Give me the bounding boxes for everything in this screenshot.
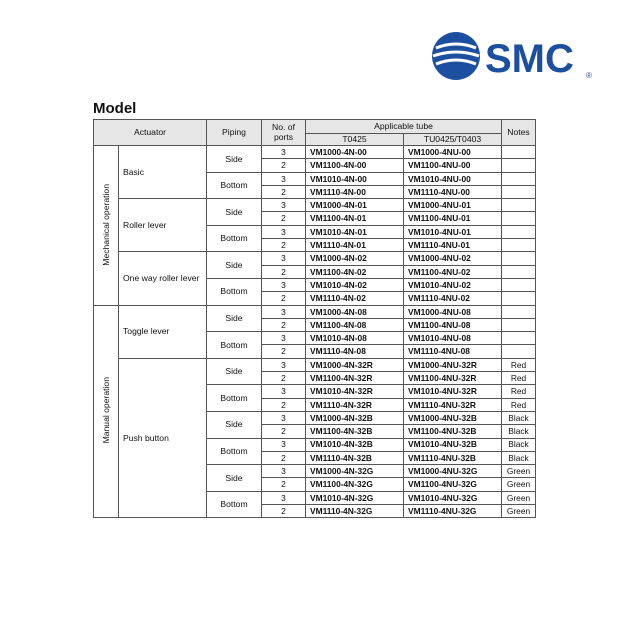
header-tube-tu0425: TU0425/T0403: [404, 134, 502, 146]
logo-text: SMC: [485, 37, 574, 81]
header-ports: No. of ports: [262, 120, 306, 146]
ports-cell: 2: [262, 451, 306, 464]
piping-cell: Bottom: [207, 332, 262, 359]
part-number-t0425: VM1010-4N-32B: [306, 438, 404, 451]
piping-cell: Bottom: [207, 438, 262, 465]
notes-cell: Black: [502, 425, 536, 438]
piping-cell: Bottom: [207, 491, 262, 518]
notes-cell: [502, 305, 536, 318]
piping-cell: Side: [207, 358, 262, 385]
notes-cell: Red: [502, 372, 536, 385]
notes-cell: [502, 159, 536, 172]
part-number-t0425: VM1000-4N-08: [306, 305, 404, 318]
part-number-t0425: VM1010-4N-32R: [306, 385, 404, 398]
notes-cell: [502, 278, 536, 291]
ports-cell: 2: [262, 398, 306, 411]
notes-cell: Green: [502, 465, 536, 478]
part-number-tu0425: VM1010-4NU-32B: [404, 438, 502, 451]
table-row: [94, 146, 536, 159]
notes-cell: Black: [502, 411, 536, 424]
part-number-tu0425: VM1100-4NU-01: [404, 212, 502, 225]
operation-group-text: Manual operation: [100, 377, 111, 444]
ports-cell: 3: [262, 225, 306, 238]
part-number-tu0425: VM1010-4NU-00: [404, 172, 502, 185]
notes-cell: [502, 345, 536, 358]
piping-cell: Side: [207, 252, 262, 279]
piping-cell: Bottom: [207, 225, 262, 252]
part-number-t0425: VM1010-4N-00: [306, 172, 404, 185]
ports-cell: 2: [262, 239, 306, 252]
part-number-tu0425: VM1100-4NU-32B: [404, 425, 502, 438]
piping-cell: Side: [207, 305, 262, 332]
table-row: [94, 199, 536, 212]
ports-cell: 2: [262, 212, 306, 225]
actuator-cell: One way roller lever: [119, 252, 207, 305]
operation-group-label: [94, 146, 119, 306]
notes-cell: Black: [502, 438, 536, 451]
notes-cell: [502, 265, 536, 278]
part-number-t0425: VM1110-4N-32G: [306, 505, 404, 518]
part-number-t0425: VM1100-4N-02: [306, 265, 404, 278]
part-number-t0425: VM1000-4N-01: [306, 199, 404, 212]
part-number-tu0425: VM1000-4NU-32G: [404, 465, 502, 478]
piping-cell: Side: [207, 411, 262, 438]
ports-cell: 3: [262, 332, 306, 345]
smc-logo: [430, 28, 600, 88]
part-number-tu0425: VM1110-4NU-32G: [404, 505, 502, 518]
part-number-t0425: VM1110-4N-32R: [306, 398, 404, 411]
ports-cell: 3: [262, 199, 306, 212]
part-number-tu0425: VM1010-4NU-32R: [404, 385, 502, 398]
piping-cell: Side: [207, 146, 262, 173]
ports-cell: 2: [262, 505, 306, 518]
part-number-tu0425: VM1010-4NU-32G: [404, 491, 502, 504]
header-applicable-tube: Applicable tube: [306, 120, 502, 134]
ports-cell: 2: [262, 345, 306, 358]
part-number-tu0425: VM1000-4NU-02: [404, 252, 502, 265]
notes-cell: [502, 212, 536, 225]
ports-cell: 3: [262, 438, 306, 451]
part-number-t0425: VM1100-4N-08: [306, 318, 404, 331]
part-number-tu0425: VM1110-4NU-08: [404, 345, 502, 358]
part-number-t0425: VM1110-4N-01: [306, 239, 404, 252]
part-number-tu0425: VM1110-4NU-32B: [404, 451, 502, 464]
actuator-cell: Toggle lever: [119, 305, 207, 358]
notes-cell: [502, 199, 536, 212]
notes-cell: Red: [502, 358, 536, 371]
ports-cell: 3: [262, 491, 306, 504]
ports-cell: 3: [262, 411, 306, 424]
ports-cell: 3: [262, 358, 306, 371]
ports-cell: 3: [262, 172, 306, 185]
ports-cell: 2: [262, 425, 306, 438]
notes-cell: [502, 172, 536, 185]
notes-cell: Green: [502, 491, 536, 504]
piping-cell: Bottom: [207, 172, 262, 199]
ports-cell: 3: [262, 252, 306, 265]
section-title: Model: [93, 100, 137, 117]
ports-cell: 2: [262, 318, 306, 331]
part-number-t0425: VM1100-4N-32R: [306, 372, 404, 385]
part-number-tu0425: VM1010-4NU-01: [404, 225, 502, 238]
header-piping: Piping: [207, 120, 262, 146]
part-number-t0425: VM1000-4N-02: [306, 252, 404, 265]
model-table: [93, 119, 536, 518]
ports-cell: 2: [262, 292, 306, 305]
operation-group-label: [94, 305, 119, 518]
actuator-cell: Push button: [119, 358, 207, 518]
ports-cell: 2: [262, 265, 306, 278]
part-number-t0425: VM1100-4N-00: [306, 159, 404, 172]
ports-cell: 2: [262, 159, 306, 172]
part-number-tu0425: VM1110-4NU-02: [404, 292, 502, 305]
ports-cell: 3: [262, 385, 306, 398]
part-number-t0425: VM1000-4N-32R: [306, 358, 404, 371]
ports-cell: 3: [262, 465, 306, 478]
header-notes: Notes: [502, 120, 536, 146]
part-number-t0425: VM1000-4N-00: [306, 146, 404, 159]
part-number-tu0425: VM1100-4NU-00: [404, 159, 502, 172]
notes-cell: Black: [502, 451, 536, 464]
operation-group-text: Mechanical operation: [100, 183, 111, 266]
notes-cell: Green: [502, 505, 536, 518]
ports-cell: 3: [262, 146, 306, 159]
notes-cell: [502, 146, 536, 159]
registered-mark: ®: [586, 71, 592, 80]
table-row: [94, 358, 536, 371]
ports-cell: 2: [262, 185, 306, 198]
notes-cell: [502, 252, 536, 265]
piping-cell: Side: [207, 199, 262, 226]
part-number-tu0425: VM1100-4NU-02: [404, 265, 502, 278]
ports-cell: 3: [262, 305, 306, 318]
notes-cell: [502, 239, 536, 252]
actuator-cell: Roller lever: [119, 199, 207, 252]
part-number-t0425: VM1010-4N-32G: [306, 491, 404, 504]
notes-cell: [502, 185, 536, 198]
header-actuator: Actuator: [94, 120, 207, 146]
notes-cell: Red: [502, 385, 536, 398]
notes-cell: Red: [502, 398, 536, 411]
part-number-t0425: VM1010-4N-02: [306, 278, 404, 291]
part-number-t0425: VM1110-4N-32B: [306, 451, 404, 464]
piping-cell: Bottom: [207, 385, 262, 412]
notes-cell: Green: [502, 478, 536, 491]
part-number-tu0425: VM1110-4NU-32R: [404, 398, 502, 411]
smc-logo-graphic: [430, 28, 600, 88]
part-number-t0425: VM1010-4N-08: [306, 332, 404, 345]
part-number-tu0425: VM1100-4NU-08: [404, 318, 502, 331]
part-number-tu0425: VM1000-4NU-00: [404, 146, 502, 159]
part-number-t0425: VM1000-4N-32B: [306, 411, 404, 424]
part-number-tu0425: VM1010-4NU-08: [404, 332, 502, 345]
ports-cell: 2: [262, 372, 306, 385]
part-number-t0425: VM1010-4N-01: [306, 225, 404, 238]
piping-cell: Side: [207, 465, 262, 492]
part-number-tu0425: VM1100-4NU-32G: [404, 478, 502, 491]
part-number-tu0425: VM1100-4NU-32R: [404, 372, 502, 385]
ports-cell: 3: [262, 278, 306, 291]
piping-cell: Bottom: [207, 278, 262, 305]
notes-cell: [502, 225, 536, 238]
part-number-t0425: VM1000-4N-32G: [306, 465, 404, 478]
part-number-t0425: VM1100-4N-01: [306, 212, 404, 225]
notes-cell: [502, 292, 536, 305]
part-number-tu0425: VM1000-4NU-08: [404, 305, 502, 318]
actuator-cell: Basic: [119, 146, 207, 199]
part-number-t0425: VM1110-4N-08: [306, 345, 404, 358]
part-number-tu0425: VM1000-4NU-32R: [404, 358, 502, 371]
notes-cell: [502, 332, 536, 345]
part-number-t0425: VM1110-4N-00: [306, 185, 404, 198]
part-number-t0425: VM1100-4N-32G: [306, 478, 404, 491]
part-number-tu0425: VM1110-4NU-01: [404, 239, 502, 252]
table-row: [94, 305, 536, 318]
part-number-tu0425: VM1010-4NU-02: [404, 278, 502, 291]
ports-cell: 2: [262, 478, 306, 491]
part-number-t0425: VM1100-4N-32B: [306, 425, 404, 438]
table-row: [94, 252, 536, 265]
notes-cell: [502, 318, 536, 331]
part-number-tu0425: VM1110-4NU-00: [404, 185, 502, 198]
part-number-tu0425: VM1000-4NU-32B: [404, 411, 502, 424]
part-number-t0425: VM1110-4N-02: [306, 292, 404, 305]
part-number-tu0425: VM1000-4NU-01: [404, 199, 502, 212]
header-tube-t0425: T0425: [306, 134, 404, 146]
